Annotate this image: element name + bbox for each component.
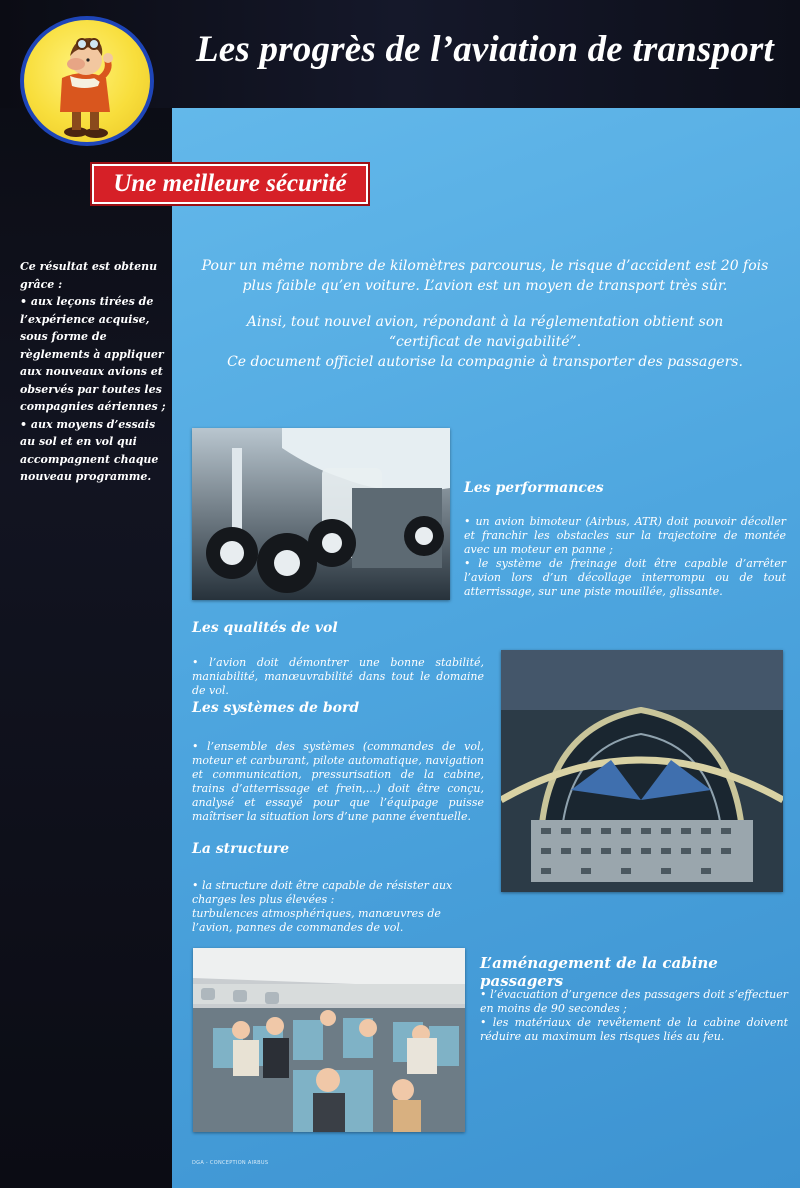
performances-heading: Les performances — [464, 480, 604, 496]
sidebar-item: • aux moyens d’essais au sol et en vol qui accompagnent chaque nouveau programme. — [20, 417, 159, 483]
bullet-item: • l’avion doit démontrer une bonne stabilité, maniabilité, manœuvrabilité dans tout le domaine de vol. — [192, 656, 484, 697]
aviator-mascot-icon — [20, 16, 154, 146]
bullet-item: • la structure doit être capable de résister aux charges les plus élevées : — [192, 879, 453, 906]
bullet-item: • un avion bimoteur (Airbus, ATR) doit pouvoir décoller et franchir les obstacles sur la trajectoire de montée avec un moteur en panne ; — [464, 515, 786, 556]
landing-gear-photo — [192, 428, 450, 600]
performances-text — [464, 515, 786, 599]
intro-paragraph: Pour un même nombre de kilomètres parcourus, le risque d’accident est 20 fois plus faible qu’en voiture. L’avion est un moyen de transport très sûr. — [201, 258, 769, 294]
qualites-text — [192, 656, 484, 698]
cabine-heading: L’aménagement de la cabine passagers — [480, 954, 718, 990]
passenger-cabin-photo — [193, 948, 465, 1132]
systemes-text — [192, 740, 484, 824]
intro-line: “certificat de navigabilité”. — [388, 334, 582, 350]
page-title: Les progrès de l’aviation de transport — [196, 29, 775, 70]
intro-line: Ce document officiel autorise la compagnie à transporter des passagers. — [227, 354, 743, 370]
bullet-item: • l’ensemble des systèmes (commandes de vol, moteur et carburant, pilote automatique, navigation et communication, pressurisation de la cabine, trains d’atterrissage et frein,...) doit être conçu, analysé et essayé pour que l’équipage puisse maîtriser la situation lors d’une panne éventuelle. — [192, 740, 484, 823]
section-banner: Une meilleure sécurité — [92, 164, 368, 204]
sidebar-intro: Ce résultat est obtenu grâce : — [20, 260, 158, 291]
bullet-item: • l’évacuation d’urgence des passagers doit s’effectuer en moins de 90 secondes ; — [480, 988, 788, 1015]
sidebar-item: • aux leçons tirées de l’expérience acquise, sous forme de règlements à appliquer aux nouveaux avions et observés par toutes les compagnies aériennes ; — [20, 295, 166, 413]
intro-line: Ainsi, tout nouvel avion, répondant à la réglementation obtient son — [246, 314, 724, 330]
fuselage-structure-photo — [501, 650, 783, 892]
intro-text — [190, 256, 780, 372]
structure-text — [192, 879, 484, 935]
bullet-item: • le système de freinage doit être capable d’arrêter l’avion lors d’un décollage interrompu ou de tout atterrissage, sur une piste mouillée, glissante. — [464, 557, 786, 598]
qualites-heading: Les qualités de vol — [192, 620, 338, 636]
bullet-item: • les matériaux de revêtement de la cabine doivent réduire au maximum les risques liés au feu. — [480, 1016, 788, 1043]
systemes-heading: Les systèmes de bord — [192, 700, 360, 716]
structure-heading: La structure — [192, 841, 290, 857]
sidebar-text — [20, 258, 170, 486]
footer-credit: DGA - CONCEPTION AIRBUS — [192, 1160, 269, 1166]
bullet-item: turbulences atmosphériques, manœuvres de l’avion, pannes de commandes de vol. — [192, 907, 441, 934]
cabine-text — [480, 988, 788, 1044]
